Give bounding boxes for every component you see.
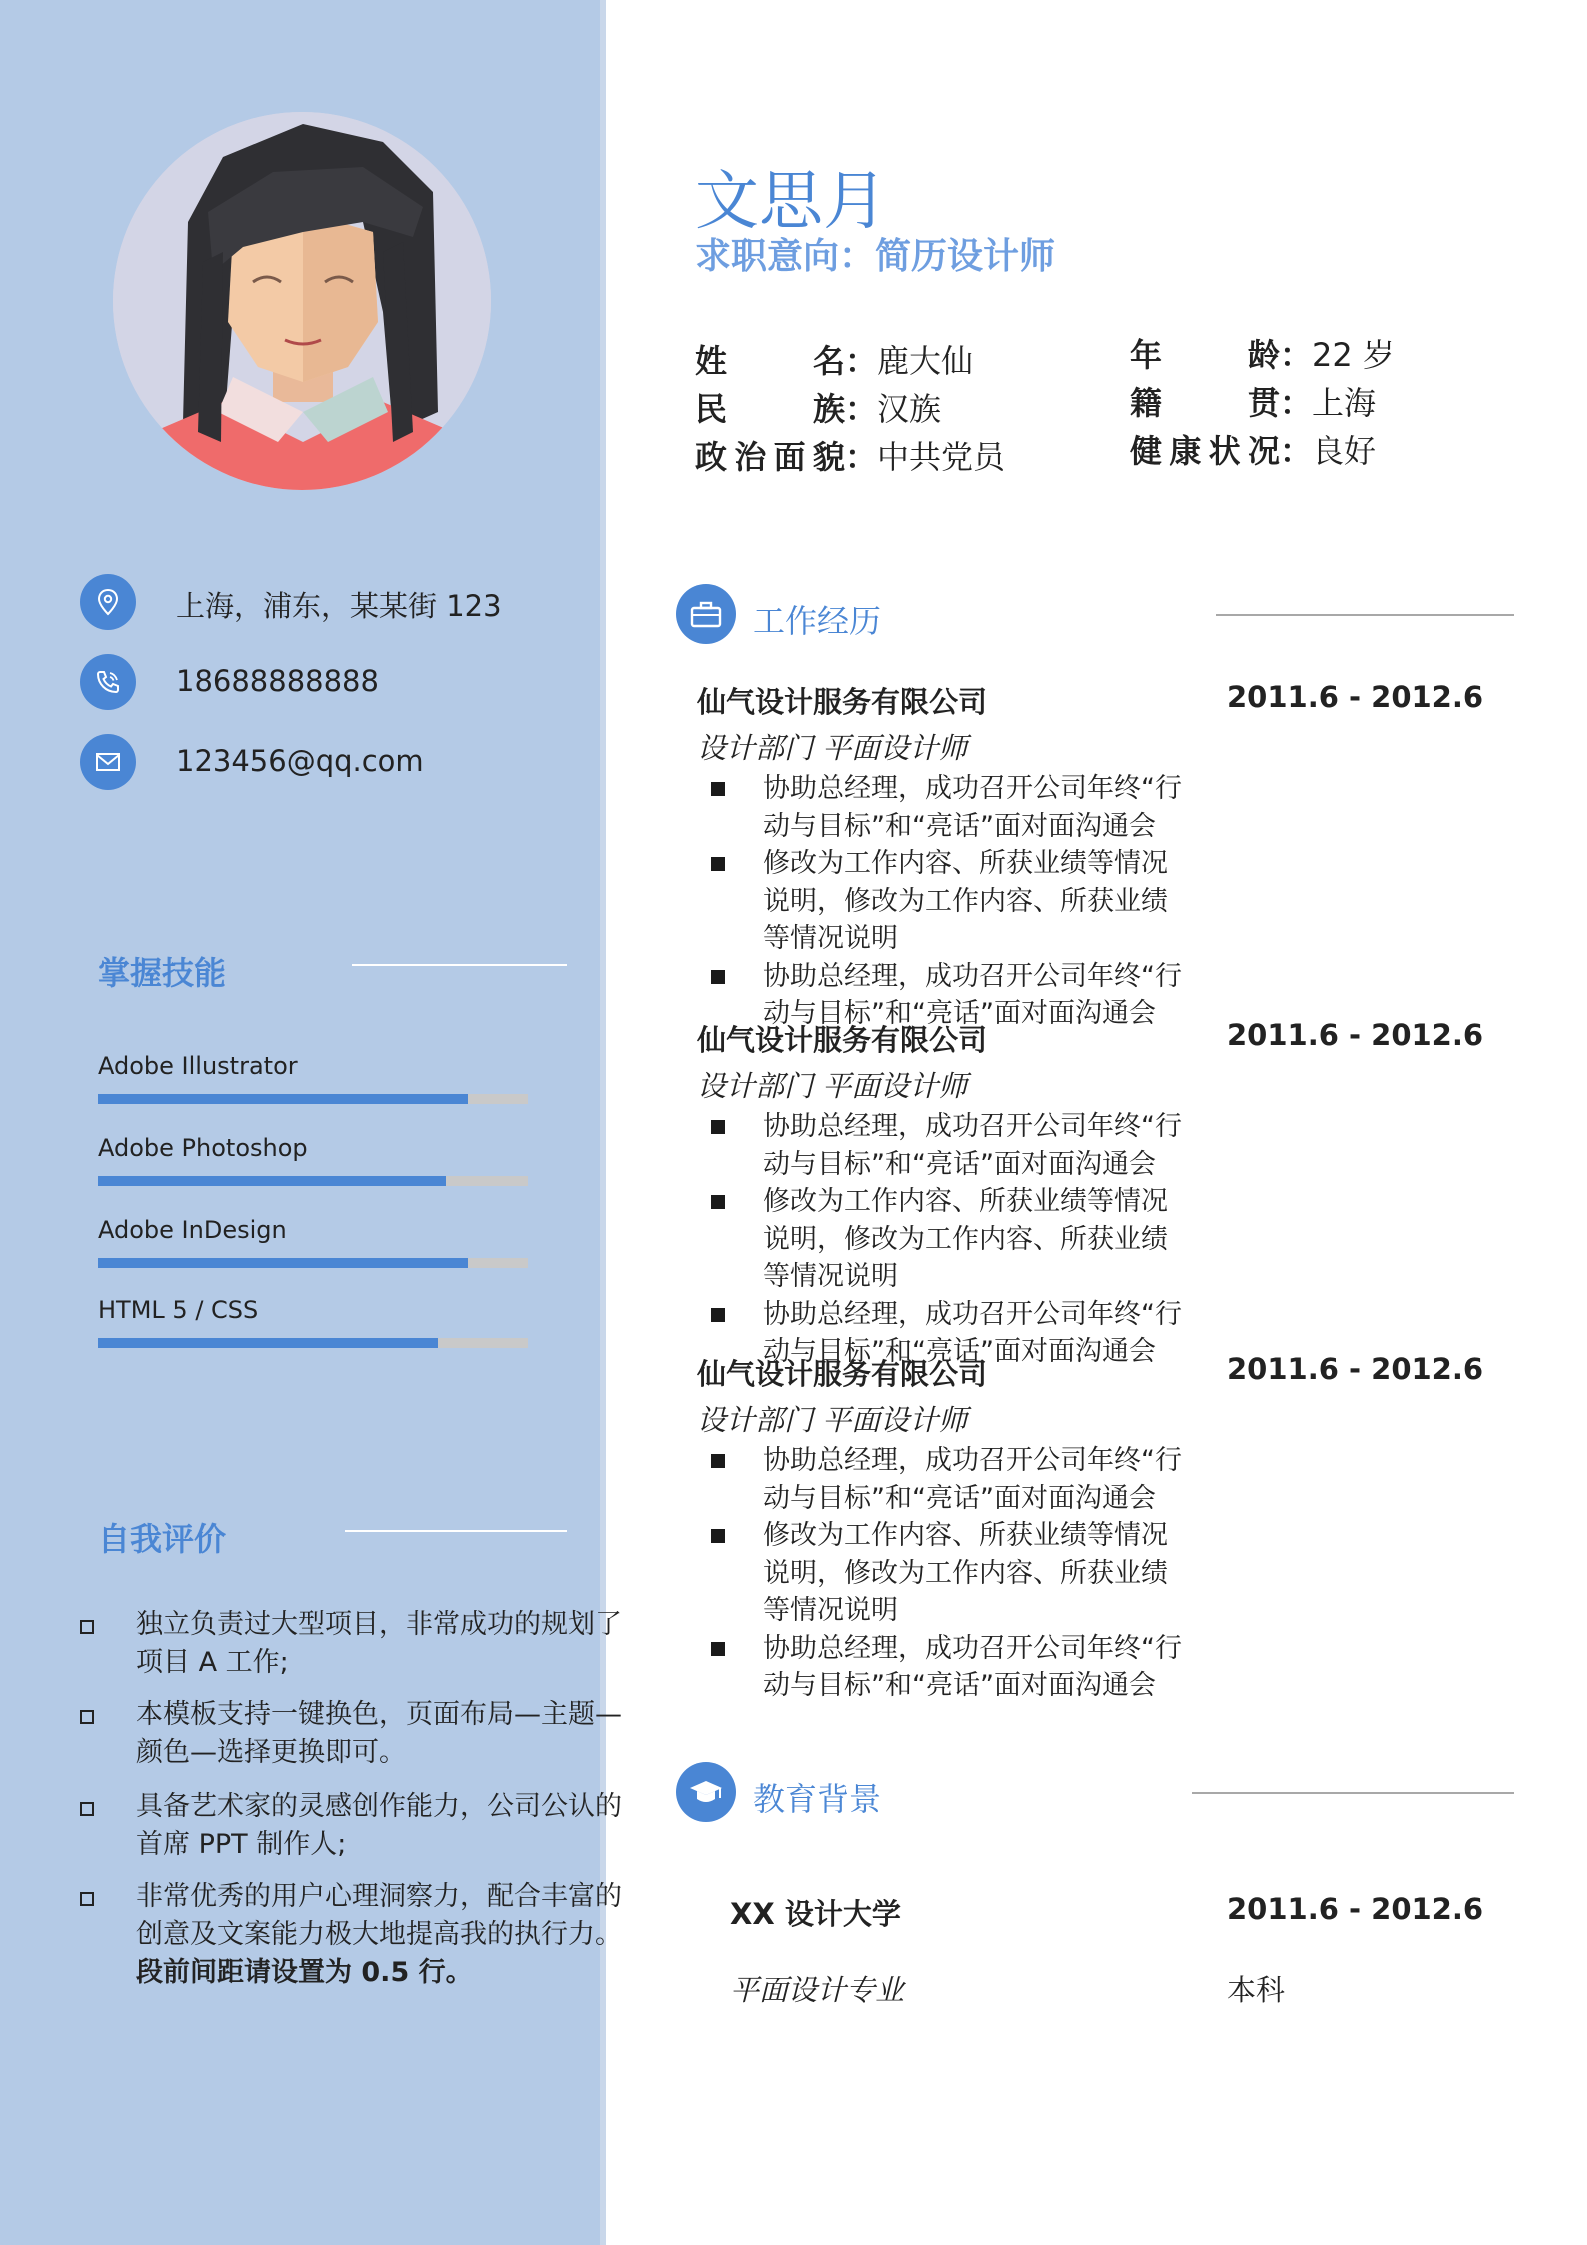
info-colon: ： — [1280, 384, 1313, 422]
job-bullets — [697, 1108, 1497, 1371]
envelope-icon — [80, 734, 136, 790]
self-eval-heading: 自我评价 — [98, 1520, 227, 1558]
address-text: 上海，浦东，某某街 123 — [176, 589, 502, 623]
school-name: XX 设计大学 — [730, 1897, 901, 1931]
square-bullet-icon — [711, 1454, 725, 1468]
square-bullet-icon — [711, 1308, 725, 1322]
job-bullet-text: 协助总经理，成功召开公司年终“行动与目标”和“亮话”面对面沟通会 — [763, 1111, 1182, 1180]
skills-heading: 掌握技能 — [98, 954, 227, 992]
self-eval-text: 本模板支持一键换色，页面布局—主题—颜色—选择更换即可。 — [136, 1699, 622, 1768]
checkbox-bullet-icon — [80, 1710, 94, 1724]
location-pin-icon — [80, 574, 136, 630]
info-value: 良好 — [1312, 432, 1377, 470]
contact-phone — [80, 654, 560, 710]
skill-bar-fill — [98, 1258, 468, 1268]
briefcase-icon — [676, 584, 736, 644]
info-row — [1130, 426, 1376, 472]
education-section-title: 教育背景 — [753, 1780, 882, 1818]
candidate-name: 文思月 — [695, 165, 887, 239]
skill-item — [98, 1296, 528, 1324]
info-value: 中共党员 — [877, 438, 1006, 476]
job-intent: 求职意向：简历设计师 — [695, 236, 1056, 277]
skill-item — [98, 1134, 528, 1162]
skill-name: HTML 5 / CSS — [98, 1296, 259, 1324]
education-divider — [1192, 1792, 1514, 1794]
contact-address — [80, 574, 560, 630]
info-colon: ： — [845, 342, 878, 380]
info-label: 姓名 — [695, 342, 845, 380]
job-role: 设计部门 平面设计师 — [697, 1069, 968, 1103]
skill-bar-track — [98, 1176, 528, 1186]
skill-name: Adobe Illustrator — [98, 1052, 298, 1080]
sidebar — [0, 0, 622, 2245]
job-bullet — [697, 1108, 1183, 1183]
job-bullets — [697, 1442, 1497, 1705]
company-name: 仙气设计服务有限公司 — [697, 1357, 988, 1391]
phone-icon — [80, 654, 136, 710]
skill-name: Adobe Photoshop — [98, 1134, 308, 1162]
info-value: 22 岁 — [1312, 336, 1395, 374]
info-row — [1130, 330, 1395, 376]
info-label: 健康状况 — [1130, 432, 1280, 470]
self-eval-text: 具备艺术家的灵感创作能力，公司公认的首席 PPT 制作人; — [136, 1791, 622, 1860]
info-value: 鹿大仙 — [877, 342, 974, 380]
email-text: 123456@qq.com — [176, 744, 424, 778]
square-bullet-icon — [711, 1120, 725, 1134]
skill-bar-fill — [98, 1176, 446, 1186]
job-role: 设计部门 平面设计师 — [697, 731, 968, 765]
skill-bar-track — [98, 1338, 528, 1348]
self-eval-divider — [345, 1530, 567, 1532]
info-value: 上海 — [1312, 384, 1377, 422]
job-bullet — [697, 1442, 1183, 1517]
info-colon: ： — [1280, 336, 1313, 374]
info-colon: ： — [845, 390, 878, 428]
major: 平面设计专业 — [730, 1973, 905, 2007]
work-divider — [1216, 614, 1514, 616]
self-eval-text-last — [136, 1878, 648, 1992]
self-eval-text: 非常优秀的用户心理洞察力，配合丰富的创意及文案能力极大地提高我的执行力。 — [136, 1881, 622, 1950]
contact-email — [80, 734, 560, 790]
job-bullet-text: 修改为工作内容、所获业绩等情况说明，修改为工作内容、所获业绩等情况说明 — [763, 1520, 1168, 1626]
skill-item — [98, 1052, 528, 1080]
checkbox-bullet-icon — [80, 1620, 94, 1634]
square-bullet-icon — [711, 782, 725, 796]
skill-item — [98, 1216, 528, 1244]
phone-text: 18688888888 — [176, 664, 379, 698]
job-role: 设计部门 平面设计师 — [697, 1403, 968, 1437]
job-period: 2011.6 - 2012.6 — [1227, 1018, 1484, 1052]
skill-name: Adobe InDesign — [98, 1216, 287, 1244]
info-label: 民族 — [695, 390, 845, 428]
info-row — [1130, 378, 1376, 424]
skill-bar-track — [98, 1094, 528, 1104]
avatar — [113, 112, 491, 490]
square-bullet-icon — [711, 857, 725, 871]
work-section-title: 工作经历 — [753, 602, 882, 640]
job-bullet — [697, 845, 1183, 958]
degree: 本科 — [1227, 1973, 1286, 2007]
square-bullet-icon — [711, 970, 725, 984]
job-bullet-text: 协助总经理，成功召开公司年终“行动与目标”和“亮话”面对面沟通会 — [763, 960, 1182, 1029]
company-name: 仙气设计服务有限公司 — [697, 685, 988, 719]
job-bullet-text: 协助总经理，成功召开公司年终“行动与目标”和“亮话”面对面沟通会 — [763, 1298, 1182, 1367]
job-period: 2011.6 - 2012.6 — [1227, 680, 1484, 714]
job-bullet — [697, 770, 1183, 845]
graduation-cap-icon — [676, 1762, 736, 1822]
skill-bar-track — [98, 1258, 528, 1268]
job-bullet — [697, 1517, 1183, 1630]
job-period: 2011.6 - 2012.6 — [1227, 1352, 1484, 1386]
info-label: 籍贯 — [1130, 384, 1280, 422]
square-bullet-icon — [711, 1529, 725, 1543]
job-bullet-text: 协助总经理，成功召开公司年终“行动与目标”和“亮话”面对面沟通会 — [763, 1445, 1182, 1514]
info-label: 年龄 — [1130, 336, 1280, 374]
checkbox-bullet-icon — [80, 1892, 94, 1906]
company-name: 仙气设计服务有限公司 — [697, 1023, 988, 1057]
info-colon: ： — [1280, 432, 1313, 470]
square-bullet-icon — [711, 1642, 725, 1656]
education-period: 2011.6 - 2012.6 — [1227, 1892, 1484, 1926]
info-label: 政治面貌 — [695, 438, 845, 476]
job-bullets — [697, 770, 1497, 1033]
self-eval-bold-note: 段前间距请设置为 0.5 行。 — [136, 1957, 473, 1988]
skills-divider — [352, 964, 567, 966]
info-row — [695, 336, 973, 382]
avatar-illustration — [113, 112, 491, 490]
skill-bar-fill — [98, 1338, 438, 1348]
square-bullet-icon — [711, 1195, 725, 1209]
skill-bar-fill — [98, 1094, 468, 1104]
job-bullet-text: 协助总经理，成功召开公司年终“行动与目标”和“亮话”面对面沟通会 — [763, 773, 1182, 842]
job-bullet — [697, 1630, 1183, 1705]
job-bullet-text: 协助总经理，成功召开公司年终“行动与目标”和“亮话”面对面沟通会 — [763, 1632, 1182, 1701]
info-value: 汉族 — [877, 390, 942, 428]
info-row — [695, 384, 941, 430]
info-row — [695, 432, 1005, 478]
info-colon: ： — [845, 438, 878, 476]
checkbox-bullet-icon — [80, 1802, 94, 1816]
job-bullet-text: 修改为工作内容、所获业绩等情况说明，修改为工作内容、所获业绩等情况说明 — [763, 1186, 1168, 1292]
self-eval-text: 独立负责过大型项目，非常成功的规划了项目 A 工作; — [136, 1609, 622, 1678]
job-bullet — [697, 1183, 1183, 1296]
job-bullet-text: 修改为工作内容、所获业绩等情况说明，修改为工作内容、所获业绩等情况说明 — [763, 848, 1168, 954]
